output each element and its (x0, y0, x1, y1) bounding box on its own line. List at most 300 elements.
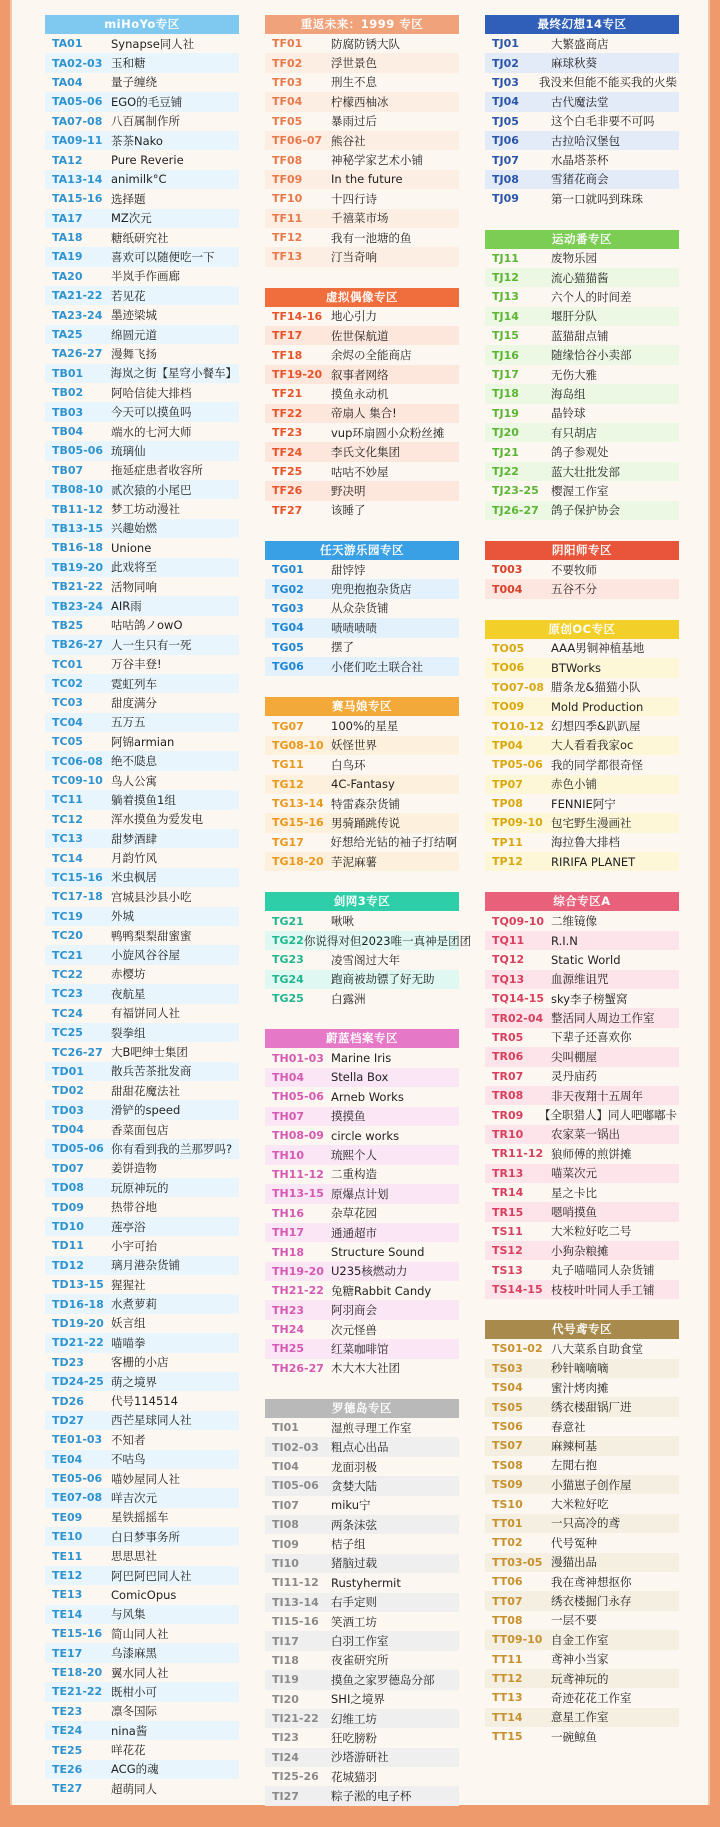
booth-code: T003 (492, 563, 523, 577)
booth-row (265, 970, 459, 989)
booth-code: TA17 (52, 211, 83, 225)
booth-row (265, 1262, 459, 1281)
booth-row (485, 326, 679, 345)
booth-name: 咩花花 (111, 1743, 146, 1758)
booth-row (265, 1437, 459, 1456)
booth-name: 萌之境界 (111, 1374, 157, 1389)
booth-name: 半岚手作画廊 (111, 269, 180, 284)
booth-code: TC11 (52, 793, 83, 807)
booth-code: TH19-20 (272, 1264, 324, 1278)
booth-name: 墨迹梁城 (111, 308, 157, 323)
booth-name: 超萌同人 (111, 1781, 157, 1796)
booth-name: 这个白毛非要不可吗 (551, 114, 655, 129)
column-middle (265, 15, 472, 1827)
booth-name: 兴趣始燃 (111, 521, 157, 536)
booth-code: TH24 (272, 1323, 305, 1337)
booth-name: 100%的星星 (331, 719, 399, 734)
booth-code: TS09 (492, 1478, 523, 1492)
booth-code: TB07 (52, 463, 84, 477)
zone-section (265, 1399, 459, 1806)
booth-row (485, 755, 679, 774)
booth-code: TR08 (492, 1089, 524, 1103)
booth-code: TI24 (272, 1750, 299, 1764)
booth-name: 此戏将至 (111, 560, 157, 575)
booth-code: TI04 (272, 1460, 299, 1474)
booth-name: 大米粒好吃二号 (551, 1224, 632, 1239)
booth-row (45, 189, 239, 208)
booth-row (485, 1494, 679, 1513)
booth-code: TS11 (492, 1224, 523, 1238)
booth-row (45, 1721, 239, 1740)
booth-row (45, 441, 239, 460)
booth-code: TE09 (52, 1510, 83, 1524)
booth-row (485, 112, 679, 131)
booth-name: 鸽子参观处 (551, 445, 609, 460)
zone-section (485, 892, 679, 1299)
booth-row (45, 810, 239, 829)
booth-row (45, 1779, 239, 1798)
booth-name: 浑水摸鱼为爱发电 (111, 812, 203, 827)
booth-row (45, 771, 239, 790)
booth-row (265, 1281, 459, 1300)
booth-row (45, 1488, 239, 1507)
booth-name: 春意社 (551, 1419, 586, 1434)
booth-row (45, 53, 239, 72)
booth-name: 包宅野生漫画社 (551, 815, 632, 830)
booth-name: 我在鸢神想抠你 (551, 1574, 632, 1589)
booth-name: 血源维诅咒 (551, 972, 609, 987)
booth-row (45, 1546, 239, 1565)
booth-code: TD16-18 (52, 1297, 104, 1311)
booth-code: TE24 (52, 1724, 83, 1738)
booth-code: TD26 (52, 1394, 84, 1408)
booth-row (265, 1418, 459, 1437)
booth-code: TJ11 (492, 251, 519, 265)
booth-row (45, 926, 239, 945)
booth-row (265, 1204, 459, 1223)
booth-name: 鸟人公寓 (111, 773, 157, 788)
booth-code: TG25 (272, 992, 304, 1006)
booth-row (265, 1087, 459, 1106)
booth-row (265, 1593, 459, 1612)
booth-row (265, 931, 472, 950)
booth-code: TD04 (52, 1123, 84, 1137)
booth-code: TI23 (272, 1731, 299, 1745)
booth-code: TG13-14 (272, 797, 324, 811)
booth-row (485, 560, 679, 579)
booth-name: 米虫枫居 (111, 870, 157, 885)
booth-row (45, 1372, 239, 1391)
booth-row (485, 1008, 679, 1027)
booth-row (265, 1631, 459, 1650)
booth-code: TB23-24 (52, 599, 104, 613)
booth-name: FENNIE阿宁 (551, 796, 616, 811)
booth-name: 杂草花园 (331, 1206, 377, 1221)
booth-row (45, 1605, 239, 1624)
booth-name: 海岛组 (551, 386, 586, 401)
booth-name: Arneb Works (331, 1089, 404, 1104)
booth-name: 红菜咖啡馆 (331, 1341, 389, 1356)
booth-row (265, 1554, 459, 1573)
booth-code: TC20 (52, 929, 83, 943)
booth-name: 粗点心出品 (331, 1440, 389, 1455)
booth-code: TO10-12 (492, 719, 545, 733)
booth-code: TJ08 (492, 172, 519, 186)
booth-name: 六个人的时间差 (551, 289, 632, 304)
booth-code: TE07-08 (52, 1491, 103, 1505)
booth-name: 下辈子还喜欢你 (551, 1030, 632, 1045)
booth-name: 月韵竹风 (111, 851, 157, 866)
booth-name: 思思思社 (111, 1549, 157, 1564)
booth-name: 宫城县沙县小吃 (111, 889, 192, 904)
booth-name: 端水的七河大师 (111, 424, 192, 439)
zone-section (265, 892, 472, 1008)
booth-name: 甜梦酒肆 (111, 831, 157, 846)
booth-code: TJ05 (492, 114, 519, 128)
booth-row (485, 678, 679, 697)
booth-row (265, 131, 459, 150)
booth-row (45, 1682, 239, 1701)
booth-code: TQ09-10 (492, 914, 545, 928)
booth-code: TE12 (52, 1569, 83, 1583)
booth-name: 有福饼同人社 (111, 1006, 180, 1021)
booth-code: TS08 (492, 1458, 523, 1472)
booth-row (45, 751, 239, 770)
booth-row (485, 1397, 679, 1416)
booth-code: TG11 (272, 758, 304, 772)
booth-row (485, 1475, 679, 1494)
booth-code: TA26-27 (52, 347, 103, 361)
booth-row (485, 170, 679, 189)
booth-name: 防腐防锈大队 (331, 36, 400, 51)
booth-row (265, 618, 459, 637)
booth-row (45, 1159, 239, 1178)
booth-name: 李氏文化集团 (331, 445, 400, 460)
booth-name: 灵丹庙药 (551, 1069, 597, 1084)
zone-header: 原创OC专区 (485, 620, 679, 639)
booth-code: TC17-18 (52, 890, 103, 904)
booth-name: 特雷森杂货铺 (331, 796, 400, 811)
booth-row (485, 481, 679, 500)
booth-code: TC21 (52, 948, 83, 962)
booth-code: TT13 (492, 1691, 523, 1705)
booth-row (265, 1223, 459, 1242)
booth-row (485, 1514, 679, 1533)
booth-row (265, 950, 459, 969)
booth-row (265, 1573, 459, 1592)
booth-row (485, 462, 679, 481)
booth-code: TE26 (52, 1762, 83, 1776)
booth-name: 不知者 (111, 1432, 146, 1447)
booth-name: 叙事者网络 (331, 367, 389, 382)
booth-code: TJ01 (492, 37, 519, 51)
booth-row (45, 635, 239, 654)
booth-name: 啧啧啧啧 (331, 620, 377, 635)
booth-code: TD27 (52, 1413, 84, 1427)
booth-name: 枝枝叶叶同人手工铺 (551, 1282, 655, 1297)
booth-row (265, 365, 459, 384)
booth-code: TJ15 (492, 329, 519, 343)
booth-row (265, 34, 459, 53)
booth-row (485, 1456, 679, 1475)
booth-row (265, 73, 459, 92)
booth-name: 佐世保航道 (331, 328, 389, 343)
booth-code: TE23 (52, 1704, 83, 1718)
booth-row (265, 1476, 459, 1495)
booth-name: 啾啾 (331, 914, 354, 929)
booth-row (45, 1585, 239, 1604)
booth-name: 漫猫出品 (551, 1555, 597, 1570)
booth-row (485, 1378, 679, 1397)
booth-name: 绣衣楼掘门永存 (551, 1594, 632, 1609)
booth-name: 西芒星球同人社 (111, 1413, 192, 1428)
booth-code: TG04 (272, 621, 304, 635)
booth-name: 右手定则 (331, 1595, 377, 1610)
booth-code: TA04 (52, 75, 83, 89)
booth-code: TG12 (272, 777, 304, 791)
booth-code: TH08-09 (272, 1129, 324, 1143)
booth-code: TR15 (492, 1205, 524, 1219)
booth-name: 活物同响 (111, 579, 157, 594)
booth-name: 湿煎寻理工作室 (331, 1420, 412, 1435)
booth-name: 从众杂货铺 (331, 601, 389, 616)
booth-name: 绣衣楼甜锅厂进 (551, 1400, 632, 1415)
booth-code: TC06-08 (52, 754, 103, 768)
booth-row (485, 131, 679, 150)
booth-row (45, 92, 239, 111)
booth-code: TF05 (272, 114, 303, 128)
booth-row (265, 638, 459, 657)
booth-name: 海岚之街【星穹小餐车】 (110, 366, 237, 381)
booth-row (265, 1048, 459, 1067)
booth-row (45, 1391, 239, 1410)
booth-row (265, 852, 459, 871)
booth-row (45, 558, 239, 577)
booth-row (485, 911, 679, 930)
booth-name: 随缘恰谷小卖部 (551, 348, 632, 363)
booth-row (265, 53, 459, 72)
booth-code: TC25 (52, 1026, 83, 1040)
booth-row (45, 1508, 239, 1527)
booth-row (485, 1572, 679, 1591)
booth-code: TE05-06 (52, 1472, 103, 1486)
booth-code: TB25 (52, 618, 84, 632)
booth-code: TE15-16 (52, 1627, 103, 1641)
booth-row (265, 833, 459, 852)
booth-code: TJ14 (492, 309, 519, 323)
booth-row (45, 868, 239, 887)
booth-code: TF18 (272, 348, 303, 362)
booth-code: TT07 (492, 1594, 523, 1608)
booth-code: TF25 (272, 465, 303, 478)
booth-code: TG22 (272, 934, 304, 948)
booth-name: 妖怪世界 (331, 738, 377, 753)
booth-name: 代号114514 (111, 1394, 178, 1409)
booth-row (265, 560, 459, 579)
booth-row (45, 364, 239, 383)
booth-row (265, 112, 459, 131)
booth-name: 左閒右抱 (551, 1458, 597, 1473)
booth-code: TG15-16 (272, 816, 324, 830)
booth-code: TJ20 (492, 426, 519, 440)
booth-code: TI08 (272, 1518, 299, 1532)
booth-name: 摸鱼永动机 (331, 386, 389, 401)
booth-row (45, 1294, 239, 1313)
booth-name: 麻辣柯基 (551, 1438, 597, 1453)
booth-code: TB01 (52, 366, 84, 380)
booth-code: TJ21 (492, 445, 519, 459)
booth-code: TR05 (492, 1030, 524, 1044)
booth-row (45, 325, 239, 344)
booth-code: TC15-16 (52, 870, 103, 884)
booth-name: 夜航星 (111, 986, 146, 1001)
booth-row (265, 1612, 459, 1631)
booth-name: 星之卡比 (551, 1185, 597, 1200)
booth-code: TG06 (272, 660, 304, 674)
booth-code: TC09-10 (52, 774, 103, 788)
booth-code: TE04 (52, 1452, 83, 1466)
booth-row (45, 1217, 239, 1236)
booth-name: BTWorks (551, 660, 602, 675)
booth-row (45, 150, 239, 169)
booth-name: 好想给光钻的袖子打结啊 (330, 835, 457, 850)
booth-row (485, 989, 679, 1008)
booth-code: TB02 (52, 386, 84, 400)
booth-code: TS03 (492, 1361, 523, 1375)
booth-code: TJ12 (492, 271, 519, 285)
booth-name: 若见花 (111, 288, 146, 303)
zone-section (265, 541, 459, 676)
booth-row (45, 693, 239, 712)
booth-row (485, 813, 679, 832)
booth-code: TR06 (492, 1050, 524, 1064)
booth-row (265, 716, 459, 735)
booth-row (265, 1068, 459, 1087)
booth-code: TT06 (492, 1575, 523, 1589)
booth-code: TE01-03 (52, 1433, 103, 1447)
booth-name: 跑商被劫镖了好无助 (331, 972, 435, 987)
booth-code: TJ17 (492, 368, 519, 382)
booth-name: 喵妙屋同人社 (111, 1471, 180, 1486)
booth-code: TI18 (272, 1653, 299, 1667)
booth-name: 嗯哨摸鱼 (551, 1205, 597, 1219)
booth-row (265, 599, 459, 618)
zone-header: 代号鸢专区 (485, 1320, 679, 1339)
booth-row (265, 736, 459, 755)
booth-code: TF01 (272, 37, 303, 51)
booth-name: 晶铃球 (551, 406, 586, 421)
booth-name: 水煮萝莉 (111, 1297, 157, 1312)
booth-row (485, 736, 679, 755)
booth-name: ComicOpus (111, 1587, 177, 1602)
booth-name: 一只高冷的鸢 (551, 1516, 620, 1531)
booth-code: TS05 (492, 1400, 523, 1414)
booth-code: TE17 (52, 1646, 83, 1660)
booth-row (45, 829, 239, 848)
booth-name: 大B吧绅士集团 (111, 1045, 188, 1059)
booth-name: 龙面羽极 (331, 1459, 377, 1474)
booth-row (45, 1566, 239, 1585)
booth-code: TF10 (272, 192, 303, 206)
booth-name: 白羽工作室 (331, 1634, 389, 1649)
booth-row (485, 345, 679, 364)
booth-row (265, 92, 459, 111)
booth-name: 樱渥工作室 (551, 483, 609, 498)
booth-code: TB03 (52, 405, 84, 419)
booth-code: TO05 (492, 641, 525, 655)
booth-name: 凌雪阁过大年 (331, 952, 400, 967)
booth-name: 喜欢可以随便吃一下 (111, 249, 215, 264)
booth-name: 小猫崽子创作屋 (551, 1477, 632, 1492)
zone-section (265, 1029, 459, 1378)
booth-code: TC13 (52, 832, 83, 846)
booth-code: TG17 (272, 835, 304, 849)
booth-code: TA09-11 (52, 134, 103, 148)
booth-code: TD02 (52, 1084, 84, 1098)
booth-name: 今天可以摸鱼吗 (111, 405, 192, 420)
booth-name: R.I.N (551, 933, 578, 948)
booth-code: TI13-14 (272, 1595, 319, 1609)
booth-name: 热带谷地 (111, 1200, 157, 1215)
booth-row (485, 1047, 679, 1066)
booth-code: TH25 (272, 1342, 305, 1356)
booth-code: TP09-10 (492, 816, 543, 830)
booth-code: TC03 (52, 696, 83, 710)
booth-code: TD12 (52, 1258, 84, 1272)
booth-name: 野决明 (331, 483, 366, 498)
booth-row (485, 442, 679, 461)
booth-row (45, 577, 239, 596)
booth-row (485, 249, 679, 268)
booth-name: SHI之境界 (331, 1692, 385, 1707)
booth-code: TJ18 (492, 387, 519, 401)
booth-row (265, 150, 459, 169)
booth-row (45, 402, 239, 421)
booth-code: TF06-07 (272, 134, 323, 148)
booth-row (45, 1236, 239, 1255)
booth-row (45, 1042, 239, 1061)
booth-name: 拖延症患者收容所 (111, 463, 203, 478)
booth-row (265, 813, 459, 832)
booth-row (45, 1197, 239, 1216)
booth-code: TQ13 (492, 972, 525, 986)
booth-name: 两条沫弦 (331, 1517, 377, 1532)
zone-section (265, 15, 459, 267)
booth-row (265, 1242, 459, 1261)
booth-code: TF08 (272, 153, 303, 167)
booth-name: 我的同学都很奇怪 (551, 757, 643, 772)
booth-name: 甜度满分 (111, 695, 157, 710)
booth-name: 我没来但能不能买我的火柴 (539, 75, 677, 90)
booth-code: TA02-03 (52, 56, 103, 70)
booth-row (265, 1748, 459, 1767)
booth-name: 玩鸢神玩的 (551, 1671, 609, 1686)
booth-row (485, 1241, 679, 1260)
booth-row (265, 462, 459, 481)
booth-name: 男骑踊跳传说 (331, 815, 400, 830)
booth-code: TT11 (492, 1652, 523, 1666)
booth-row (45, 945, 239, 964)
booth-row (265, 189, 459, 208)
booth-name: 白露洲 (331, 991, 366, 1006)
booth-name: 芋泥麻薯 (331, 854, 377, 869)
booth-code: TA18 (52, 231, 83, 245)
booth-code: TE13 (52, 1588, 83, 1602)
column-right (485, 15, 679, 1767)
booth-code: TQ14-15 (492, 992, 545, 1006)
booth-name: 凛冬国际 (111, 1704, 157, 1719)
booth-code: TJ02 (492, 56, 519, 70)
